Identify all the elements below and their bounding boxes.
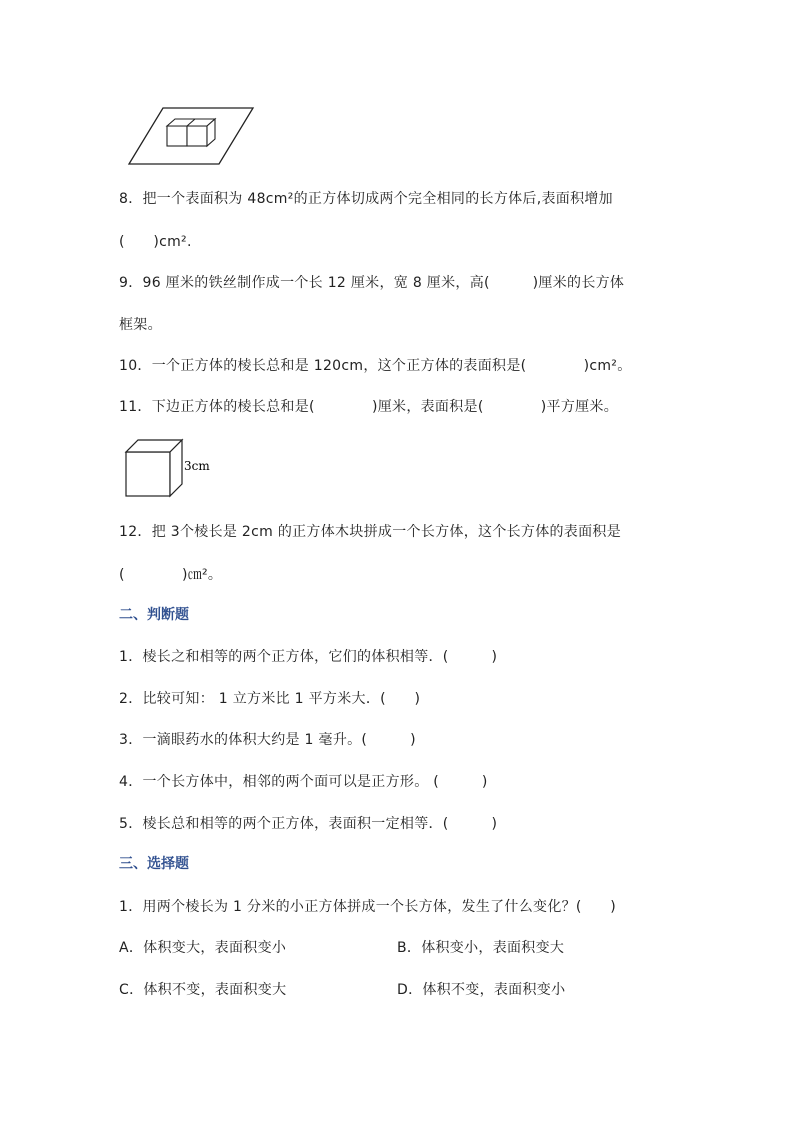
cube-edge-label: 3cm [184,459,210,473]
option-c[interactable]: C．体积不变，表面积变大 [119,982,287,998]
question-12-line-1: 12．把 3个棱长是 2cm 的正方体木块拼成一个长方体，这个长方体的表面积是 [119,524,622,540]
judge-item-1: 1．棱长之和相等的两个正方体，它们的体积相等．( ) [119,649,498,665]
judge-item-3: 3．一滴眼药水的体积大约是 1 毫升。( ) [119,732,416,748]
judge-item-5: 5．棱长总和相等的两个正方体，表面积一定相等．( ) [119,816,498,832]
judge-item-4: 4．一个长方体中，相邻的两个面可以是正方形。 ( ) [119,774,488,790]
option-a[interactable]: A．体积变大，表面积变小 [119,940,287,956]
question-9-line-1: 9．96 厘米的铁丝制作成一个长 12 厘米，宽 8 厘米，高( )厘米的长方体 [119,275,625,291]
question-9-line-2: 框架。 [119,317,162,333]
question-10: 10．一个正方体的棱长总和是 120cm，这个正方体的表面积是( )cm²。 [119,358,632,374]
choice-question-1: 1．用两个棱长为 1 分米的小正方体拼成一个长方体，发生了什么变化？( ) [119,899,617,915]
option-d[interactable]: D．体积不变，表面积变小 [397,982,566,998]
section-2-title: 二、判断题 [119,607,189,623]
question-12-line-2: ( )㎝²。 [119,567,223,583]
question-8-line-1: 8．把一个表面积为 48cm²的正方体切成两个完全相同的长方体后,表面积增加 [119,191,613,207]
question-11: 11．下边正方体的棱长总和是( )厘米，表面积是( )平方厘米。 [119,399,619,415]
judge-item-2: 2．比较可知： 1 立方米比 1 平方米大．( ) [119,691,421,707]
section-3-title: 三、选择题 [119,856,189,872]
two-cubes-on-plane-figure [125,102,265,172]
cube-figure [124,438,224,502]
question-8-line-2: ( )cm². [119,234,192,250]
option-b[interactable]: B．体积变小，表面积变大 [397,940,565,956]
